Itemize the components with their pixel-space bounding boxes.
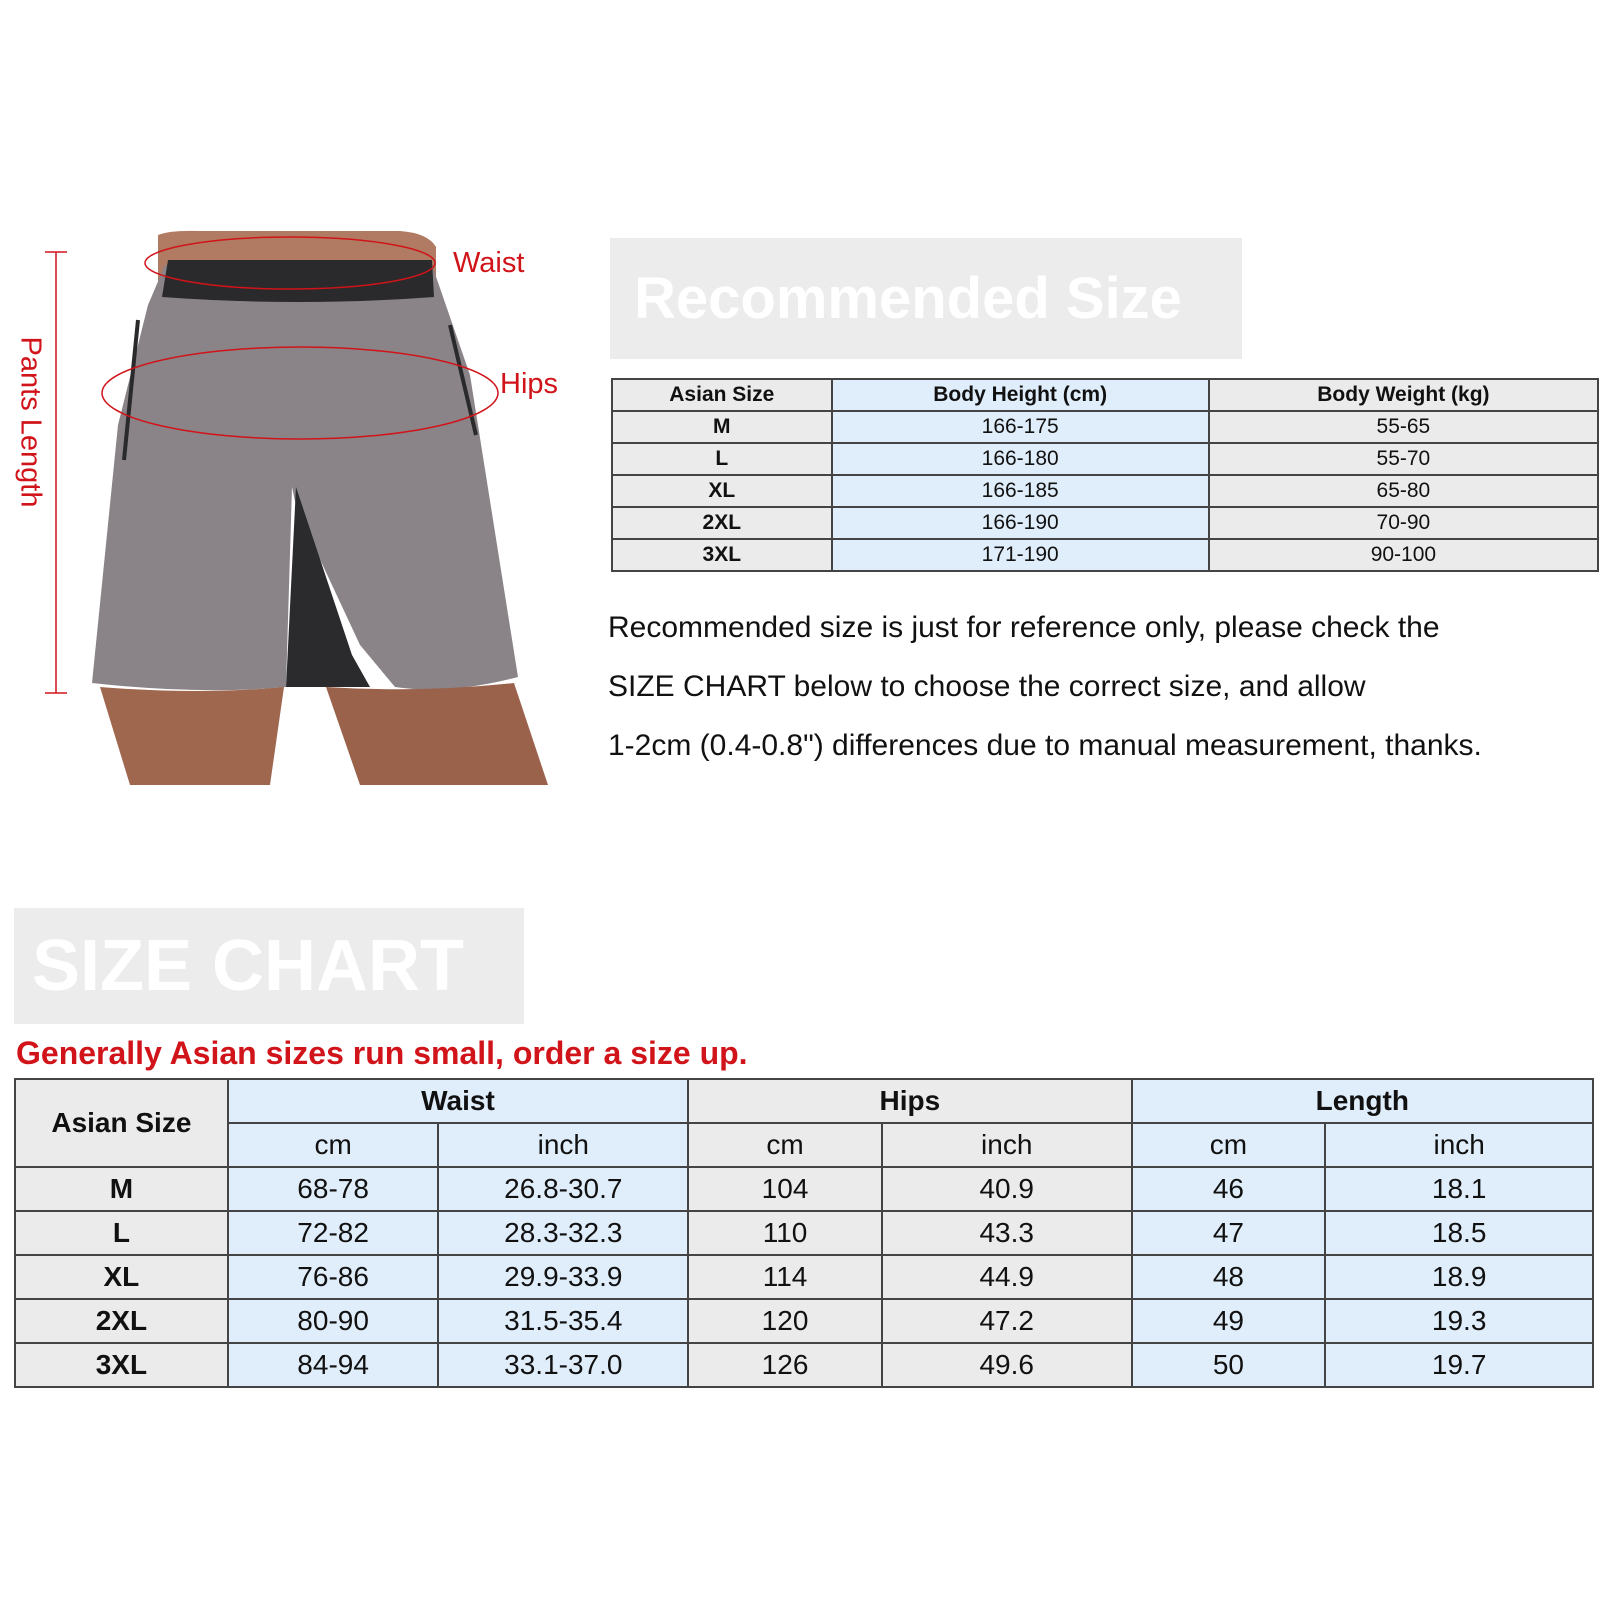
size-cell: XL	[612, 475, 832, 507]
unit-header-row	[15, 1123, 1593, 1167]
waist-cm-cell: 76-86	[228, 1255, 439, 1299]
hips-cm-cell: 110	[688, 1211, 882, 1255]
waist-inch-cell: 28.3-32.3	[438, 1211, 688, 1255]
recommended-size-banner: Recommended Size	[610, 238, 1242, 359]
unit-inch: inch	[1325, 1123, 1593, 1167]
note-line: SIZE CHART below to choose the correct size, and allow	[608, 670, 1366, 703]
hips-inch-cell: 47.2	[882, 1299, 1132, 1343]
right-leg	[326, 683, 548, 785]
table-row	[612, 475, 1598, 507]
length-cm-cell: 46	[1132, 1167, 1326, 1211]
waist-cm-cell: 72-82	[228, 1211, 439, 1255]
note-line: 1-2cm (0.4-0.8") differences due to manual measurement, thanks.	[608, 729, 1482, 762]
length-inch-cell: 18.1	[1325, 1167, 1593, 1211]
weight-cell: 55-65	[1209, 411, 1598, 443]
table-row	[15, 1299, 1593, 1343]
hips-cm-cell: 120	[688, 1299, 882, 1343]
size-cell: 3XL	[612, 539, 832, 571]
header-hips: Hips	[688, 1079, 1131, 1123]
size-chart-table	[14, 1078, 1594, 1388]
length-cm-cell: 47	[1132, 1211, 1326, 1255]
hips-inch-cell: 49.6	[882, 1343, 1132, 1387]
header-waist: Waist	[228, 1079, 688, 1123]
weight-cell: 90-100	[1209, 539, 1598, 571]
unit-inch: inch	[438, 1123, 688, 1167]
length-cm-cell: 49	[1132, 1299, 1326, 1343]
length-inch-cell: 18.5	[1325, 1211, 1593, 1255]
table-row	[612, 411, 1598, 443]
size-cell: 2XL	[612, 507, 832, 539]
length-cm-cell: 48	[1132, 1255, 1326, 1299]
pants-length-label: Pants Length	[14, 336, 47, 508]
size-cell: L	[15, 1211, 228, 1255]
waist-inch-cell: 26.8-30.7	[438, 1167, 688, 1211]
length-bracket-icon	[45, 252, 67, 693]
size-cell: M	[612, 411, 832, 443]
hips-cm-cell: 104	[688, 1167, 882, 1211]
table-row	[15, 1343, 1593, 1387]
hips-inch-cell: 44.9	[882, 1255, 1132, 1299]
waist-inch-cell: 29.9-33.9	[438, 1255, 688, 1299]
size-warning: Generally Asian sizes run small, order a size up.	[16, 1035, 748, 1071]
waist-cm-cell: 84-94	[228, 1343, 439, 1387]
height-cell: 166-180	[832, 443, 1209, 475]
table-row	[612, 539, 1598, 571]
left-leg	[100, 687, 284, 785]
unit-inch: inch	[882, 1123, 1132, 1167]
waist-cm-cell: 68-78	[228, 1167, 439, 1211]
header-asian-size: Asian Size	[612, 379, 832, 411]
height-cell: 166-185	[832, 475, 1209, 507]
hips-cm-cell: 114	[688, 1255, 882, 1299]
hips-label: Hips	[500, 368, 559, 400]
table-row	[612, 443, 1598, 475]
header-length: Length	[1132, 1079, 1593, 1123]
unit-cm: cm	[228, 1123, 439, 1167]
table-row	[15, 1211, 1593, 1255]
hips-inch-cell: 40.9	[882, 1167, 1132, 1211]
size-cell: 2XL	[15, 1299, 228, 1343]
unit-cm: cm	[1132, 1123, 1326, 1167]
height-cell: 171-190	[832, 539, 1209, 571]
waist-cm-cell: 80-90	[228, 1299, 439, 1343]
waist-inch-cell: 31.5-35.4	[438, 1299, 688, 1343]
height-cell: 166-190	[832, 507, 1209, 539]
header-asian-size: Asian Size	[15, 1079, 228, 1167]
header-body-weight: Body Weight (kg)	[1209, 379, 1598, 411]
weight-cell: 55-70	[1209, 443, 1598, 475]
shorts-illustration	[0, 225, 570, 805]
weight-cell: 65-80	[1209, 475, 1598, 507]
size-cell: XL	[15, 1255, 228, 1299]
size-cell: 3XL	[15, 1343, 228, 1387]
waist-label: Waist	[453, 247, 525, 279]
group-header-row	[15, 1079, 1593, 1123]
waist-inch-cell: 33.1-37.0	[438, 1343, 688, 1387]
recommended-size-note	[608, 598, 1598, 775]
table-row	[15, 1167, 1593, 1211]
length-cm-cell: 50	[1132, 1343, 1326, 1387]
unit-cm: cm	[688, 1123, 882, 1167]
note-line: Recommended size is just for reference only, please check the	[608, 611, 1440, 644]
length-inch-cell: 18.9	[1325, 1255, 1593, 1299]
size-cell: M	[15, 1167, 228, 1211]
weight-cell: 70-90	[1209, 507, 1598, 539]
table-row	[612, 507, 1598, 539]
height-cell: 166-175	[832, 411, 1209, 443]
table-row	[15, 1255, 1593, 1299]
length-inch-cell: 19.3	[1325, 1299, 1593, 1343]
hips-inch-cell: 43.3	[882, 1211, 1132, 1255]
size-cell: L	[612, 443, 832, 475]
hips-cm-cell: 126	[688, 1343, 882, 1387]
header-body-height: Body Height (cm)	[832, 379, 1209, 411]
recommended-size-table	[611, 378, 1599, 572]
length-inch-cell: 19.7	[1325, 1343, 1593, 1387]
table-header-row	[612, 379, 1598, 411]
size-chart-banner: SIZE CHART	[14, 908, 524, 1024]
